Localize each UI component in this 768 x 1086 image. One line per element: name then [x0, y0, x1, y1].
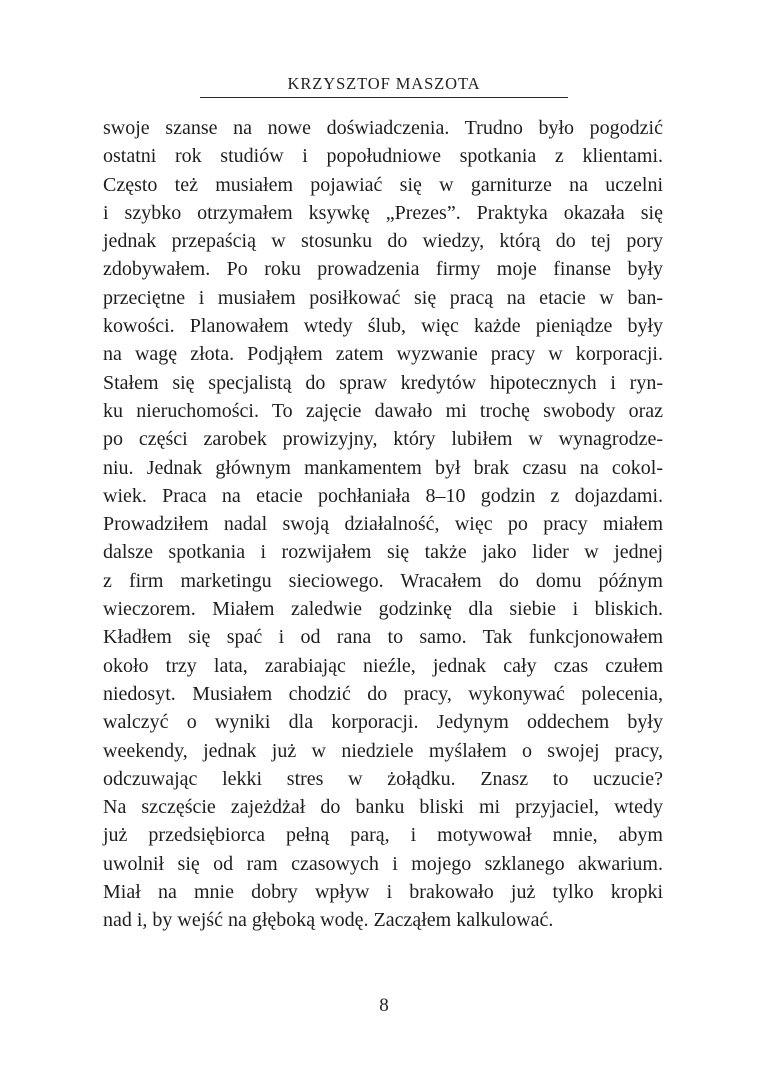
text-line: ostatni rok studiów i popołudniowe spotkania z klientami. [103, 145, 663, 168]
page-number: 8 [379, 995, 389, 1016]
text-line: walczyć o wyniki dla korporacji. Jedynym oddechem były [103, 711, 663, 734]
text-line: uwolnił się od ram czasowych i mojego szklanego akwarium. [103, 852, 663, 875]
text-line: po części zarobek prowizyjny, który lubiłem w wynagrodze- [103, 428, 663, 451]
text-line: i szybko otrzymałem ksywkę „Prezes”. Praktyka okazała się [103, 201, 663, 224]
text-line: weekendy, jednak już w niedziele myślałem o swojej pracy, [103, 739, 663, 762]
text-line: z firm marketingu sieciowego. Wracałem do domu późnym [103, 569, 663, 592]
text-line: swoje szanse na nowe doświadczenia. Trudno było pogodzić [103, 117, 663, 139]
text-line: dalsze spotkania i rozwijałem się także jako lider w jednej [103, 541, 663, 564]
text-line: ku nieruchomości. To zajęcie dawało mi trochę swobody oraz [103, 399, 663, 422]
text-line: wiek. Praca na etacie pochłaniała 8–10 godzin z dojazdami. [103, 484, 663, 507]
text-line: Kładłem się spać i od rana to samo. Tak funkcjonowałem [103, 626, 663, 649]
text-line: przeciętne i musiałem posiłkować się pracą na etacie w ban- [103, 286, 663, 309]
text-line: niedosyt. Musiałem chodzić do pracy, wykonywać polecenia, [103, 682, 663, 705]
text-line: jednak przepaścią w stosunku do wiedzy, którą do tej pory [103, 230, 663, 253]
text-line: już przedsiębiorca pełną parą, i motywował mnie, abym [103, 824, 663, 847]
text-line: Stałem się specjalistą do spraw kredytów hipotecznych i ryn- [103, 371, 663, 394]
text-line: zdobywałem. Po roku prowadzenia firmy moje finanse były [103, 258, 663, 281]
text-line: Często też musiałem pojawiać się w garniturze na uczelni [103, 173, 663, 196]
text-line: Prowadziłem nadal swoją działalność, więc po pracy miałem [103, 513, 663, 536]
text-line: nad i, by wejść na głęboką wodę. Zacząłem kalkulować. [103, 909, 554, 932]
text-line: kowości. Planowałem wtedy ślub, więc każde pieniądze były [103, 315, 663, 338]
text-line: wieczorem. Miałem zaledwie godzinkę dla siebie i bliskich. [103, 598, 663, 621]
text-line: Miał na mnie dobry wpływ i brakowało już tylko kropki [103, 881, 663, 904]
text-line: odczuwając lekki stres w żołądku. Znasz to uczucie? [103, 767, 663, 790]
header-rule [200, 97, 568, 98]
text-line: Na szczęście zajeżdżał do banku bliski mi przyjaciel, wtedy [103, 796, 663, 819]
text-line: na wagę złota. Podjąłem zatem wyzwanie pracy w korporacji. [103, 343, 663, 366]
running-head-author: KRZYSZTOF MASZOTA [287, 74, 481, 93]
text-line: około trzy lata, zarabiając nieźle, jednak cały czas czułem [103, 654, 663, 677]
body-text [103, 114, 663, 935]
text-line: niu. Jednak głównym mankamentem był brak czasu na cokol- [103, 456, 663, 479]
